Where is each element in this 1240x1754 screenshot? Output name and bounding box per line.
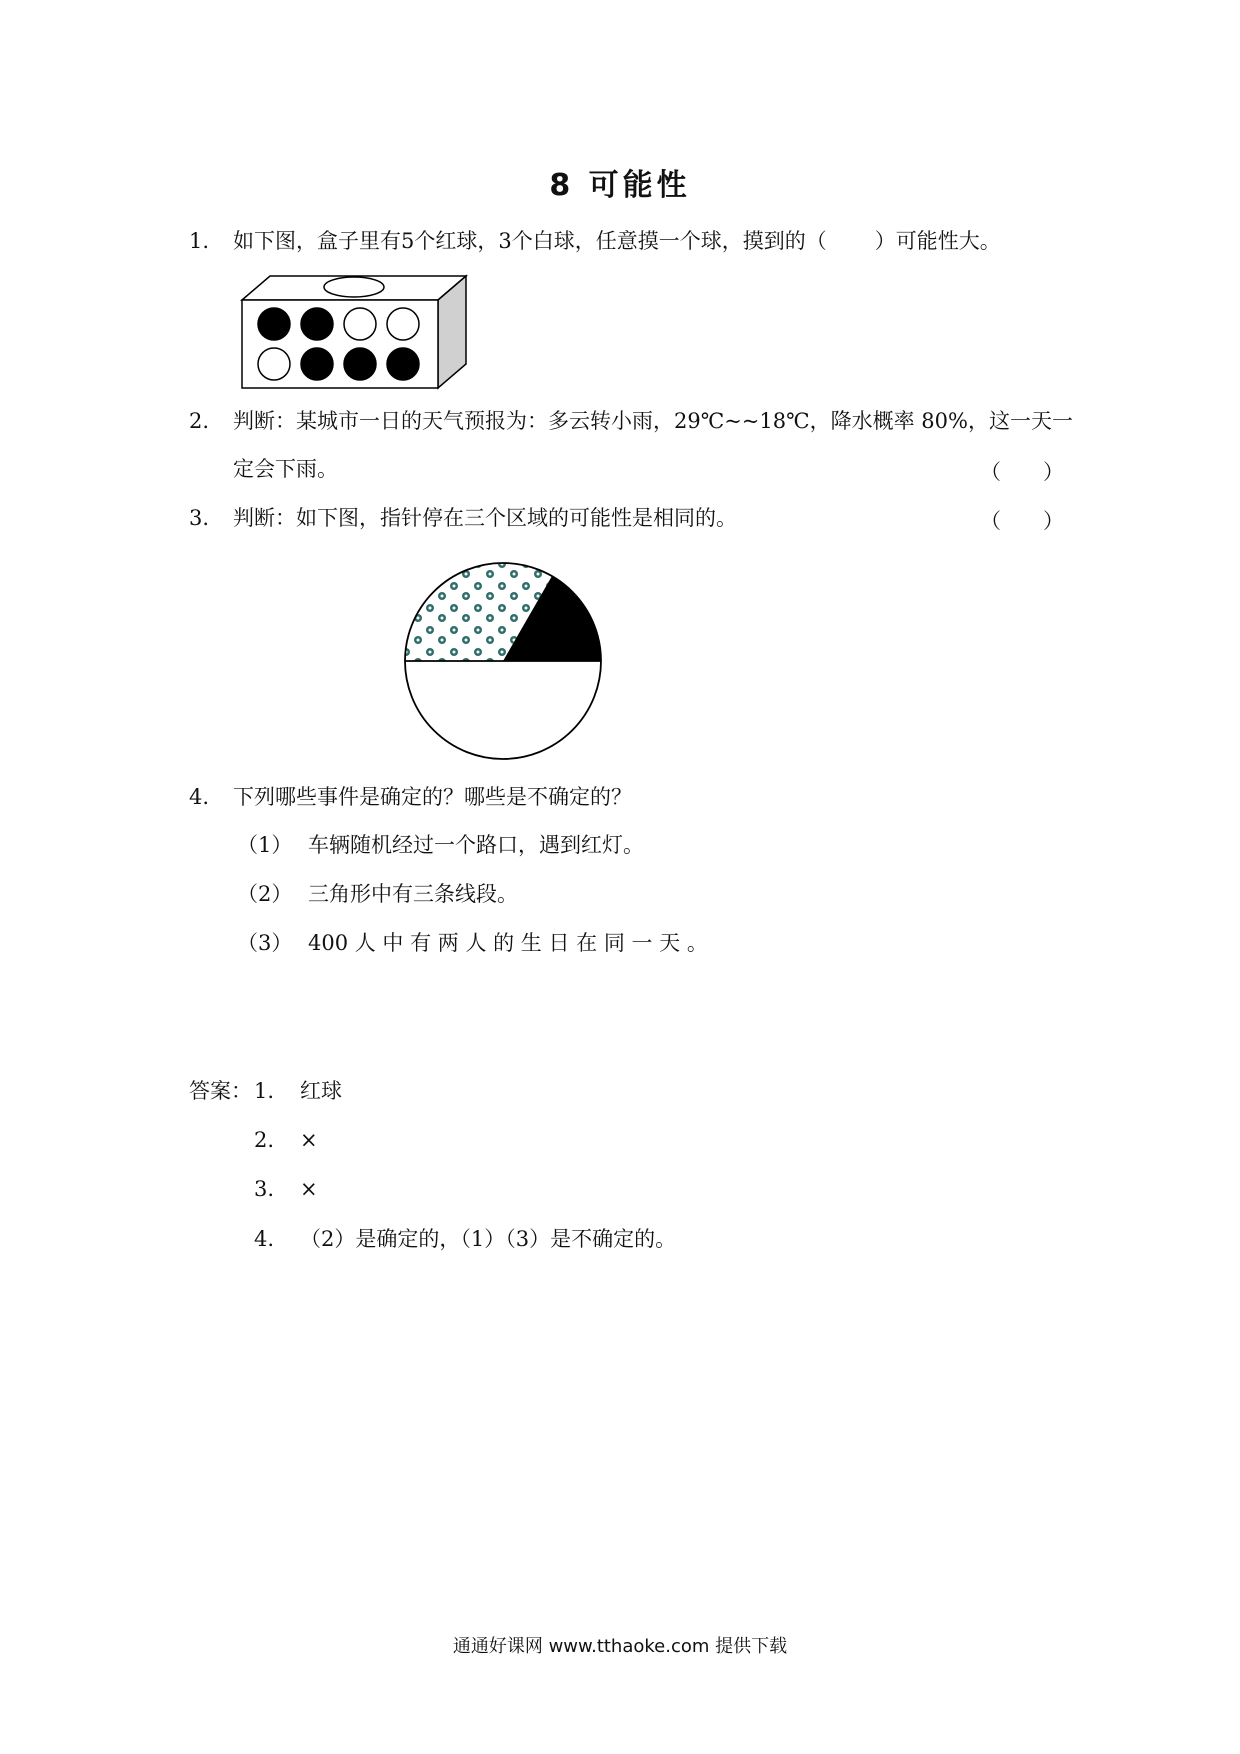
q4-item-label: （3） (237, 931, 293, 955)
q2-text-line2: 定会下雨。 (233, 457, 338, 481)
q1-text-part: 个红球， (414, 229, 499, 253)
q1-text (233, 226, 1001, 256)
q4-item-text: 三角形中有三条线段。 (308, 882, 518, 906)
q3-text: 判断：如下图，指针停在三个区域的可能性是相同的。 (233, 506, 737, 530)
spinner-figure (400, 558, 606, 764)
spinner-white-region (405, 661, 601, 759)
answer-text: × (300, 1128, 318, 1152)
black-ball (301, 348, 333, 380)
q1-number: 1. (189, 229, 210, 253)
black-ball (387, 348, 419, 380)
white-ball (344, 308, 376, 340)
q1-white-count: 3 (498, 229, 512, 253)
box-opening (324, 277, 384, 297)
q2-text-line1: 判断：某城市一日的天气预报为：多云转小雨，29℃~~18℃，降水概率 80%，这一天一 (233, 409, 1073, 433)
answer-text: 红球 (300, 1079, 342, 1103)
answer-text: （2）是确定的，（1）（3）是不确定的。 (300, 1227, 677, 1251)
q4-item-label: （1） (237, 833, 293, 857)
q4-item-text: 400 人 中 有 两 人 的 生 日 在 同 一 天 。 (308, 931, 708, 955)
footer-credit: 通通好课网 www.tthaoke.com 提供下载 (452, 1636, 788, 1657)
q1-text-part: 个白球，任意摸一个球，摸到的（ (511, 229, 827, 253)
page-title: 8 可能性 (549, 168, 691, 203)
q1-red-count: 5 (401, 229, 415, 253)
q4-number: 4. (189, 785, 210, 809)
answers-label: 答案： (189, 1079, 252, 1103)
black-ball (258, 308, 290, 340)
q1-text-part: ）可能性大。 (874, 229, 1001, 253)
q3-number: 3. (189, 506, 210, 530)
answer-number: 3. (254, 1177, 275, 1201)
q3-answer-paren: （ ） (980, 509, 1064, 533)
q1-text-part: 如下图，盒子里有 (233, 229, 401, 253)
q4-item-label: （2） (237, 882, 293, 906)
q2-answer-paren: （ ） (980, 460, 1064, 484)
answer-text: × (300, 1177, 318, 1201)
white-ball (258, 348, 290, 380)
black-ball (344, 348, 376, 380)
q4-text: 下列哪些事件是确定的？哪些是不确定的？ (233, 785, 632, 809)
ball-box-figure (238, 272, 470, 390)
white-ball (387, 308, 419, 340)
q4-item-text: 车辆随机经过一个路口，遇到红灯。 (308, 833, 644, 857)
black-ball (301, 308, 333, 340)
answer-number: 2. (254, 1128, 275, 1152)
answer-number: 1. (254, 1079, 275, 1103)
q2-number: 2. (189, 409, 210, 433)
answer-number: 4. (254, 1227, 275, 1251)
